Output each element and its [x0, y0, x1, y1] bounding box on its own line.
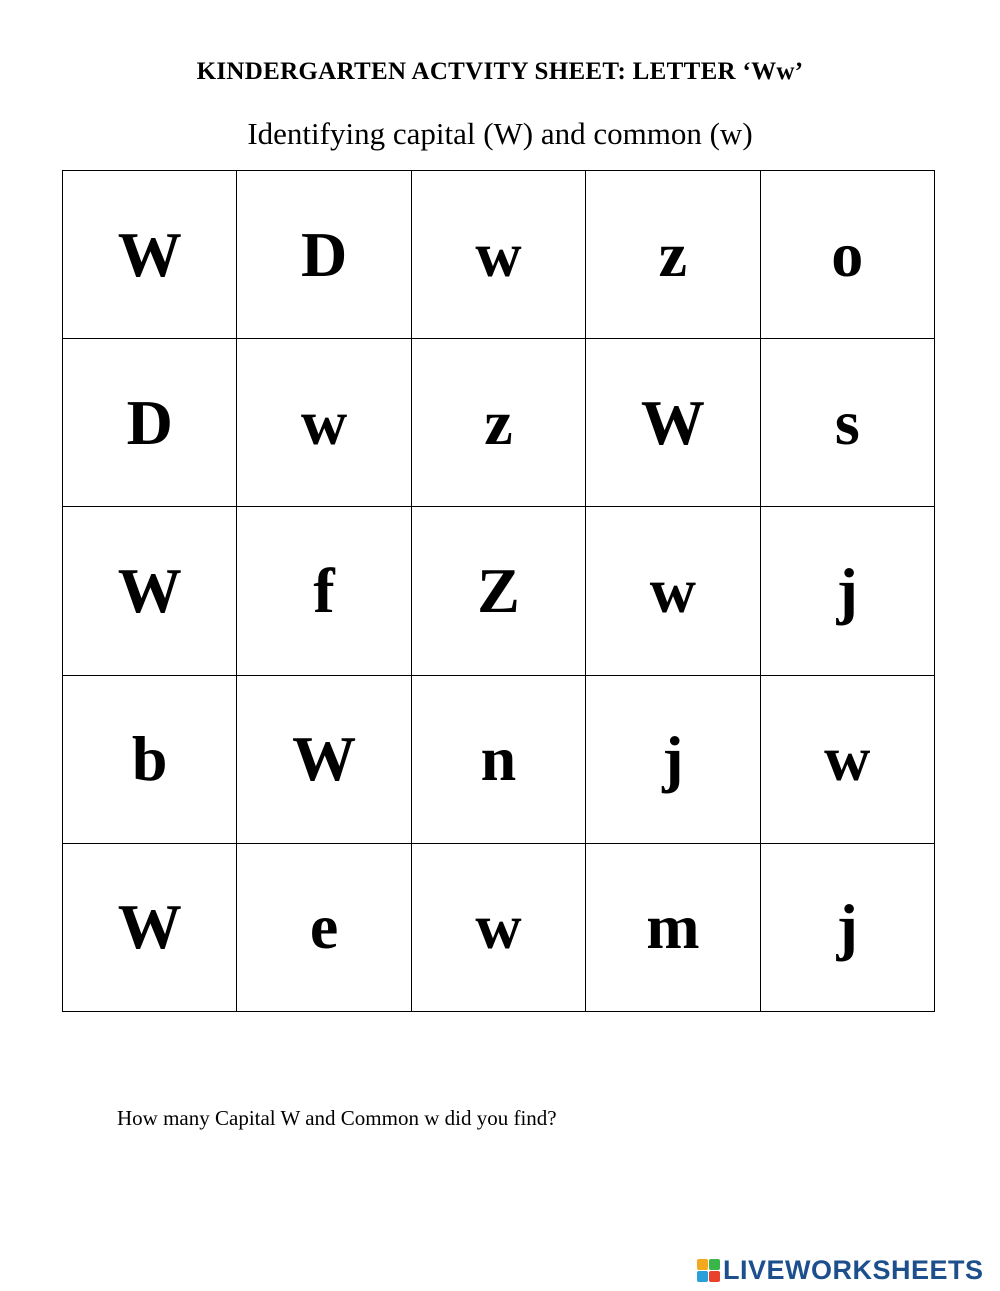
grid-cell[interactable]: w	[760, 675, 934, 843]
grid-cell[interactable]: W	[586, 339, 760, 507]
grid-cell[interactable]: W	[63, 843, 237, 1011]
grid-cell[interactable]: e	[237, 843, 411, 1011]
grid-row	[63, 339, 935, 507]
letter-grid	[62, 170, 935, 1012]
question-text: How many Capital W and Common w did you find?	[117, 1106, 557, 1130]
liveworksheets-logo-icon	[697, 1259, 720, 1282]
logo-square	[697, 1271, 708, 1282]
grid-cell[interactable]: w	[411, 843, 585, 1011]
logo-square	[697, 1259, 708, 1270]
grid-cell[interactable]: z	[586, 171, 760, 339]
grid-cell[interactable]: j	[760, 843, 934, 1011]
grid-cell[interactable]: m	[586, 843, 760, 1011]
brand-text: LIVEWORKSHEETS	[723, 1254, 984, 1285]
grid-cell[interactable]: z	[411, 339, 585, 507]
grid-cell[interactable]: j	[586, 675, 760, 843]
grid-cell[interactable]: w	[586, 507, 760, 675]
grid-row	[63, 171, 935, 339]
grid-cell[interactable]: W	[237, 675, 411, 843]
grid-cell[interactable]: o	[760, 171, 934, 339]
grid-row	[63, 507, 935, 675]
grid-cell[interactable]: n	[411, 675, 585, 843]
grid-row	[63, 843, 935, 1011]
grid-cell[interactable]: f	[237, 507, 411, 675]
logo-square	[709, 1271, 720, 1282]
grid-cell[interactable]: D	[63, 339, 237, 507]
grid-cell[interactable]: W	[63, 171, 237, 339]
grid-cell[interactable]: W	[63, 507, 237, 675]
grid-row	[63, 675, 935, 843]
grid-cell[interactable]: j	[760, 507, 934, 675]
grid-cell[interactable]: w	[237, 339, 411, 507]
page-title: KINDERGARTEN ACTVITY SHEET: LETTER ‘Ww’	[196, 58, 804, 85]
logo-square	[709, 1259, 720, 1270]
liveworksheets-brand[interactable]	[697, 1255, 984, 1285]
grid-cell[interactable]: b	[63, 675, 237, 843]
grid-cell[interactable]: s	[760, 339, 934, 507]
page-subtitle: Identifying capital (W) and common (w)	[247, 116, 753, 151]
grid-cell[interactable]: w	[411, 171, 585, 339]
grid-cell[interactable]: Z	[411, 507, 585, 675]
grid-cell[interactable]: D	[237, 171, 411, 339]
